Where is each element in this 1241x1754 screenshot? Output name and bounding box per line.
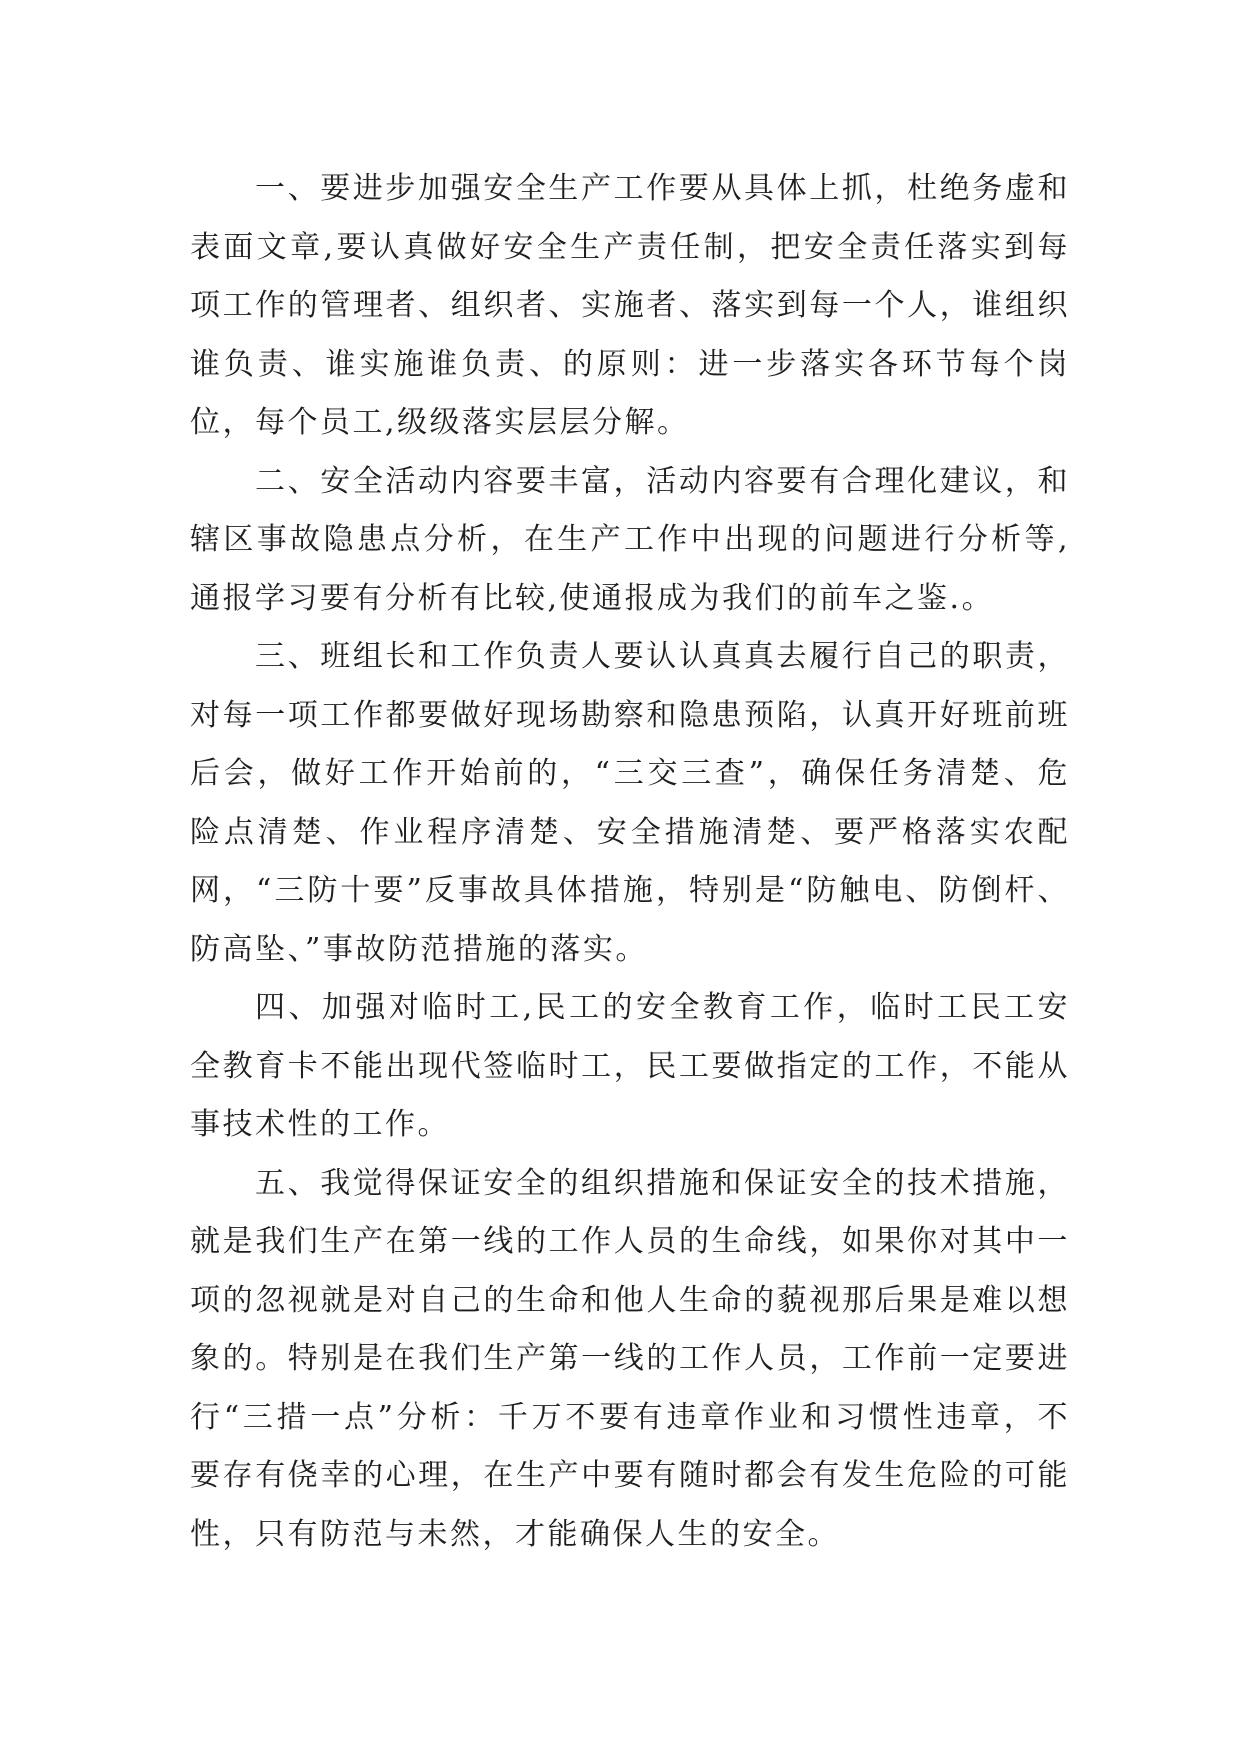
- paragraph-1: 一、要进步加强安全生产工作要从具体上抓，杜绝务虚和表面文章,要认真做好安全生产责任制，把安全责任落实到每项工作的管理者、组织者、实施者、落实到每一个人，谁组织谁负责、谁实施谁负责、的原则：进一步落实各环节每个岗位，每个员工,级级落实层层分解。: [190, 171, 1070, 440]
- paragraph-2: 二、安全活动内容要丰富，活动内容要有合理化建议，和辖区事故隐患点分析，在生产工作中出现的问题进行分析等,通报学习要有分析有比较,使通报成为我们的前车之鉴.。: [190, 463, 1070, 616]
- paragraph-3: 三、班组长和工作负责人要认认真真去履行自己的职责，对每一项工作都要做好现场勘察和隐患预陷，认真开好班前班后会，做好工作开始前的，“三交三查”，确保任务清楚、危险点清楚、作业程序清楚、安全措施清楚、要严格落实农配网，“三防十要”反事故具体措施，特别是“防触电、防倒杆、防高坠、”事故防范措施的落实。: [190, 639, 1070, 967]
- paragraph-5: 五、我觉得保证安全的组织措施和保证安全的技术措施，就是我们生产在第一线的工作人员的生命线，如果你对其中一项的忽视就是对自己的生命和他人生命的藐视那后果是难以想象的。特别是在我们生产第一线的工作人员，工作前一定要进行“三措一点”分析：千万不要有违章作业和习惯性违章，不要存有侥幸的心理，在生产中要有随时都会有发生危险的可能性，只有防范与未然，才能确保人生的安全。: [190, 1165, 1070, 1552]
- document-body: [190, 160, 1070, 1564]
- paragraph-4: 四、加强对临时工,民工的安全教育工作，临时工民工安全教育卡不能出现代签临时工，民工要做指定的工作，不能从事技术性的工作。: [190, 990, 1070, 1142]
